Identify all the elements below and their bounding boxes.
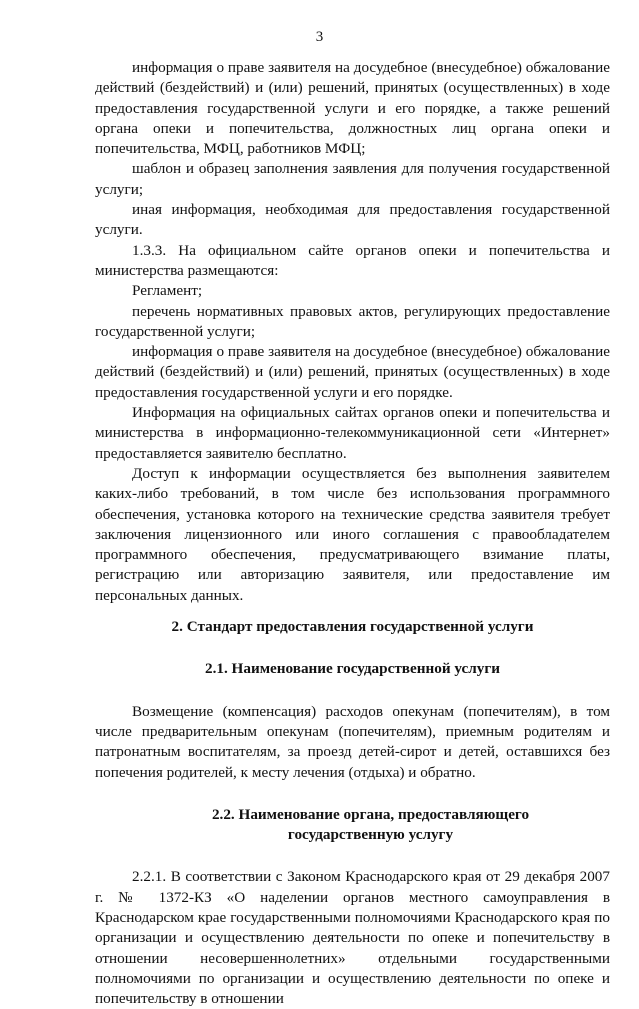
page-number: 3 [315, 29, 324, 45]
paragraph-application-template: шаблон и образец заполнения заявления для получения государственной услуги; [95, 160, 610, 198]
paragraph-free-info: Информация на официальных сайтах органов опеки и попечительства и министерства в информационно-телекоммуникационной сети «Интернет» предоставляется заявителю бесплатно. [95, 404, 610, 462]
document-body [95, 58, 610, 1009]
paragraph-section-1-3-3: 1.3.3. На официальном сайте органов опеки и попечительства и министерства размещаются: [95, 241, 610, 279]
paragraph-other-info: иная информация, необходимая для предоставления государственной услуги. [95, 201, 610, 239]
heading-standard: 2. Стандарт предоставления государственной услуги [171, 618, 534, 636]
paragraph-reglament: Регламент; [132, 282, 203, 300]
paragraph-complaint-info-mfc: информация о праве заявителя на досудебное (внесудебное) обжалование действий (бездействий) и (или) решений, принятых (осуществленных) в ходе предоставления государственной услуги и его порядке, а также решений органа опеки и попечительства, должностных лиц органа опеки и попечительства, МФЦ, работников МФЦ; [95, 59, 610, 158]
paragraph-service-name: Возмещение (компенсация) расходов опекунам (попечителям), в том числе предварительным опекунам (попечителям), приемным родителям и патронатным воспитателям, за проезд детей-сирот и детей, оставшихся без попечения родителей, к месту лечения (отдыха) и обратно. [95, 702, 610, 781]
paragraph-complaint-info: информация о праве заявителя на досудебное (внесудебное) обжалование действий (бездействий) и (или) решений, принятых (осуществленных) в ходе предоставления государственной услуги и его порядке. [95, 343, 610, 401]
paragraph-law-reference: 2.2.1. В соответствии с Законом Краснодарского края от 29 декабря 2007 г. № 1372-КЗ «О наделении органов местного самоуправления в Краснодарском крае государственными полномочиями Краснодарского края по организации и осуществлению деятельности по опеке и попечительству в отношении несовершеннолетних» отдельными государственными полномочиями по организации и осуществлению деятельности по опеке и попечительству в отношении [95, 868, 610, 1008]
heading-providing-organ [95, 805, 610, 846]
heading-service-name: 2.1. Наименование государственной услуги [204, 660, 501, 678]
heading-organ-line-1: 2.2. Наименование органа, предоставляющего [211, 805, 530, 823]
paragraph-access-info: Доступ к информации осуществляется без выполнения заявителем каких-либо требований, в том числе без использования программного обеспечения, установка которого на технические средства заявителя требует заключения лицензионного или иного соглашения с правообладателем программного обеспечения, предусматривающего взимание платы, регистрацию или авторизацию заявителя, или предоставление им персональных данных. [95, 464, 610, 604]
heading-organ-line-2: государственную услугу [287, 826, 454, 844]
paragraph-legal-acts: перечень нормативных правовых актов, регулирующих предоставление государственной услуги; [95, 302, 610, 340]
